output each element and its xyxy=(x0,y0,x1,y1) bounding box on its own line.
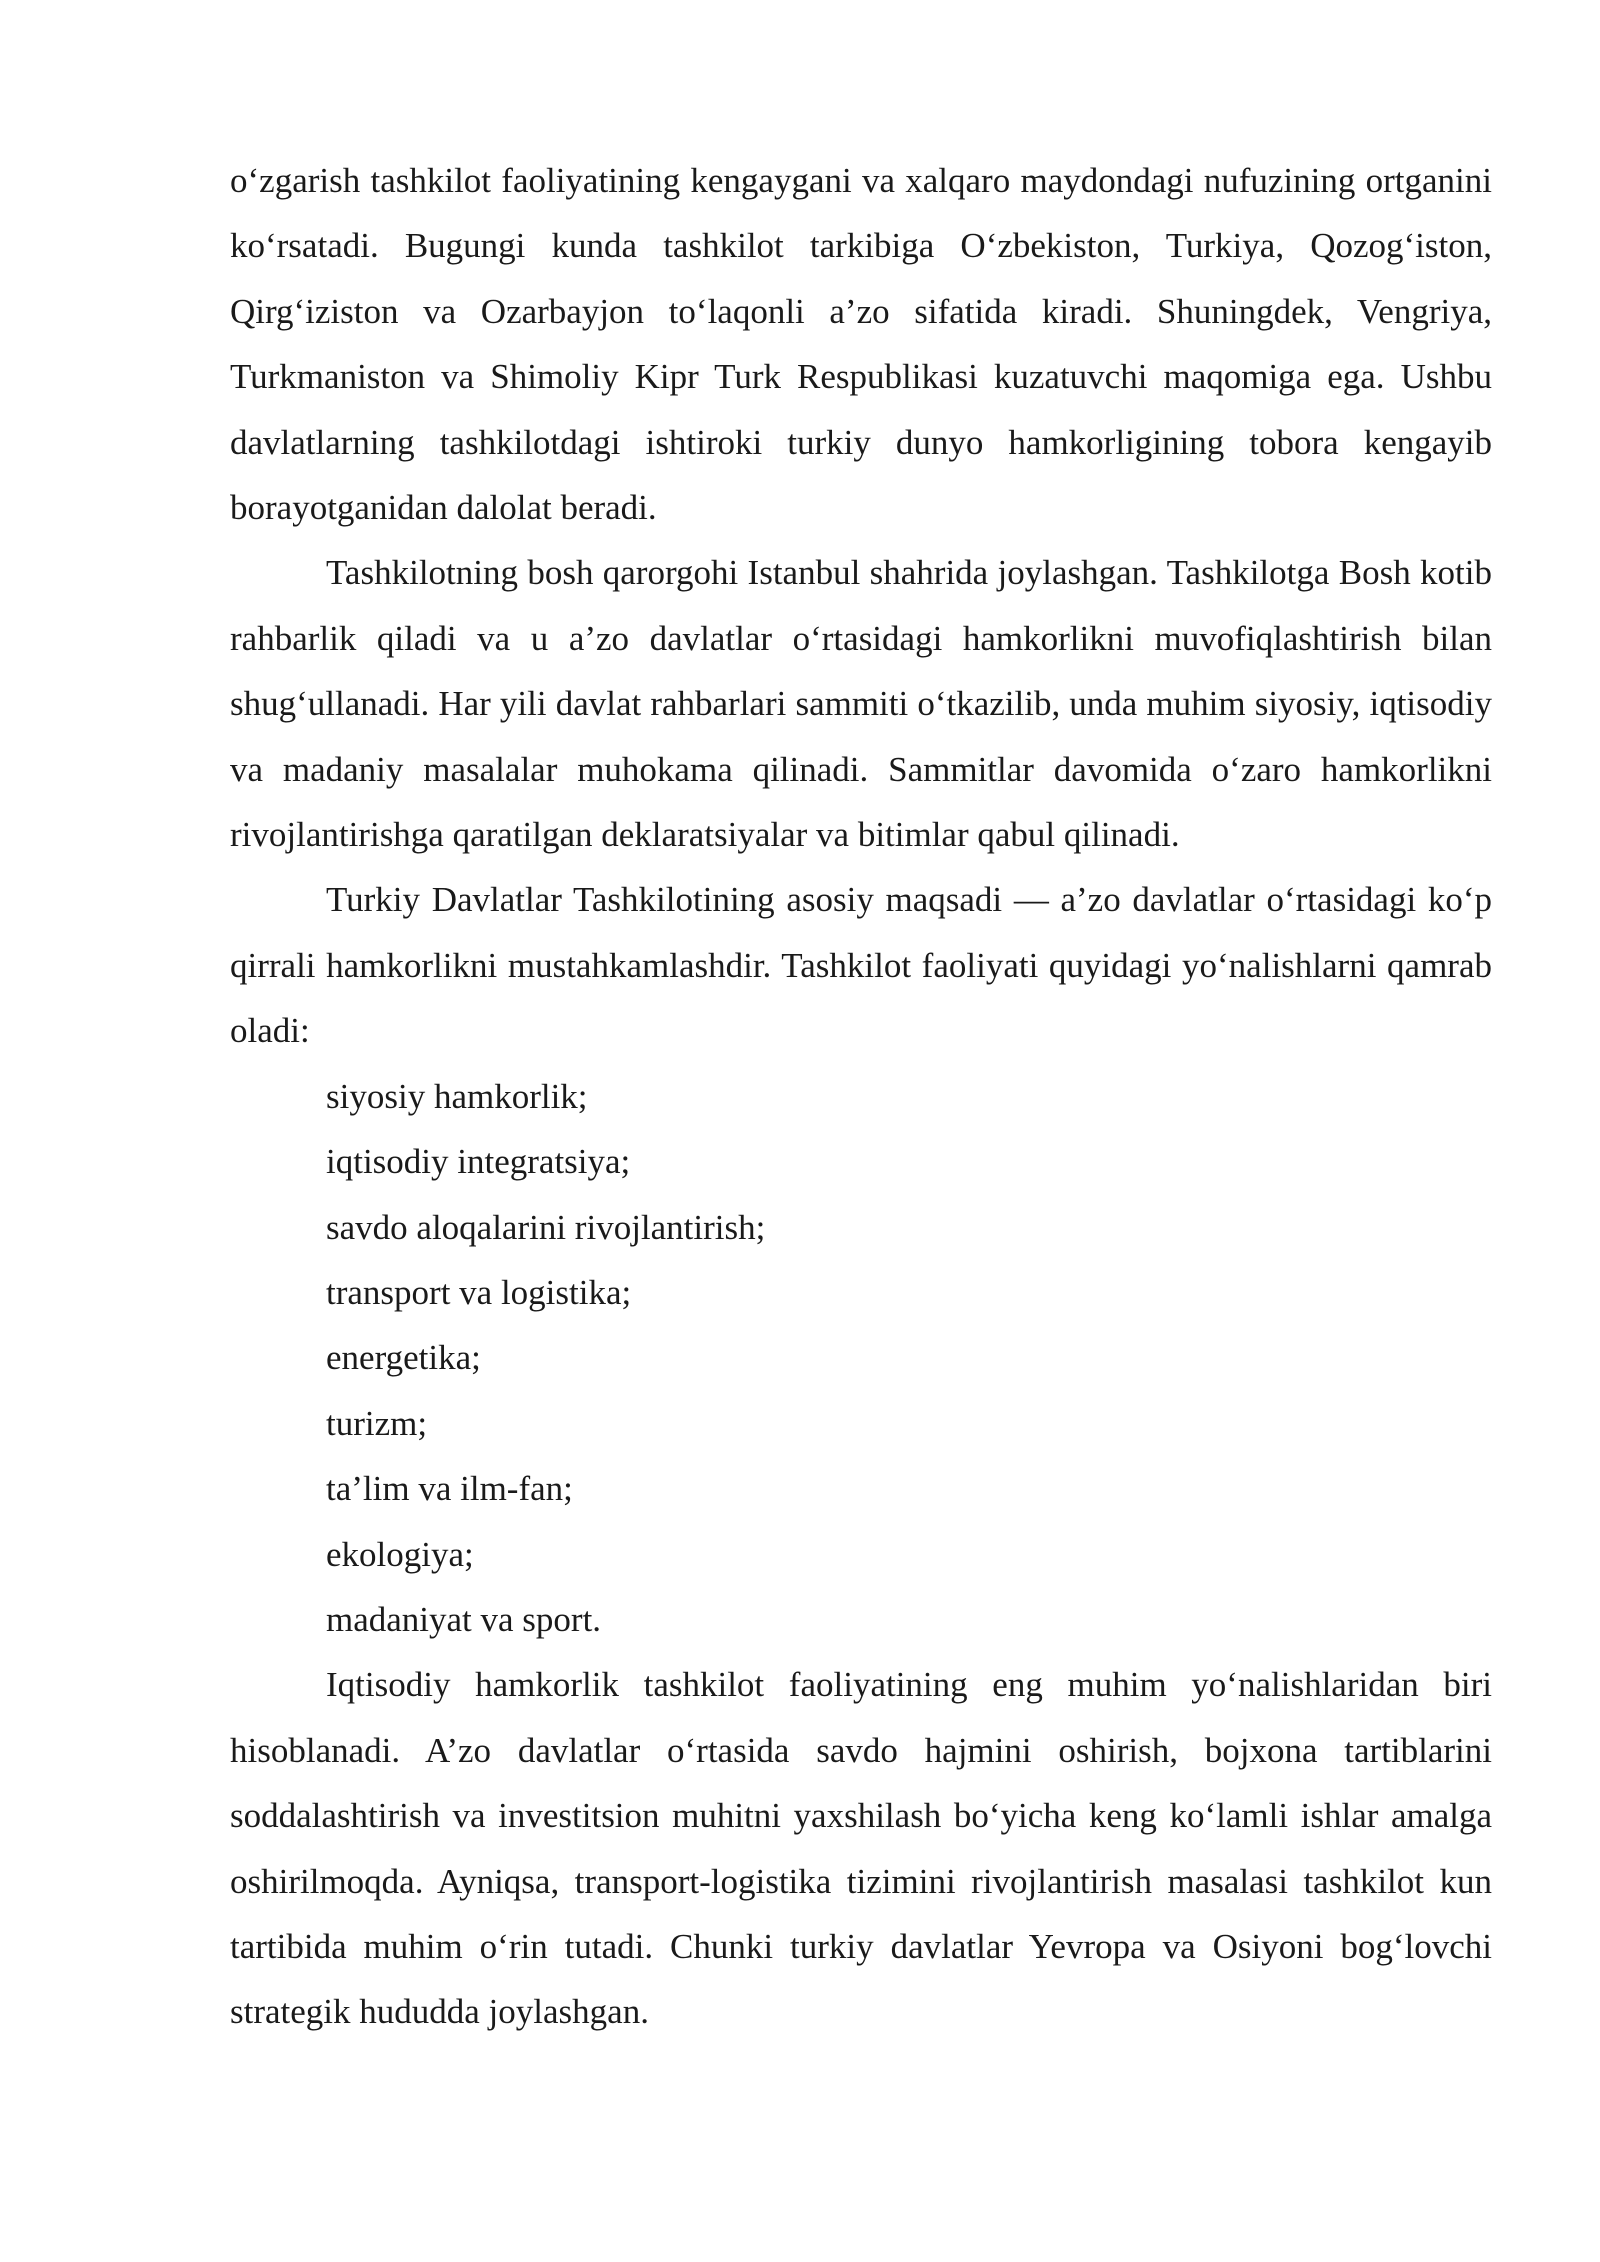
document-page xyxy=(230,148,1492,2045)
paragraph-main-goal: Turkiy Davlatlar Tashkilotining asosiy maqsadi — a’zo davlatlar o‘rtasidagi ko‘p qirrali hamkorlikni mustahkamlashdir. Tashkilot faoliyati quyidagi yo‘nalishlarni qamrab oladi: xyxy=(230,880,1492,1051)
list-item: ekologiya; xyxy=(326,1534,474,1574)
directions-list xyxy=(230,1064,1492,1653)
list-item: energetika; xyxy=(326,1338,481,1378)
list-item: ta’lim va ilm-fan; xyxy=(326,1469,573,1509)
paragraph-continuation: o‘zgarish tashkilot faoliyatining kengaygani va xalqaro maydondagi nufuzining ortganini ko‘rsatadi. Bugungi kunda tashkilot tarkibiga O‘zbekiston, Turkiya, Qozog‘iston, Qirg‘iziston va Ozarbayjon to‘laqonli a’zo sifatida kiradi. Shuningdek, Vengriya, Turkmaniston va Shimoliy Kipr Turk Respublikasi kuzatuvchi maqomiga ega. Ushbu davlatlarning tashkilotdagi ishtiroki turkiy dunyo hamkorligining tobora kengayib borayotganidan dalolat beradi. xyxy=(230,161,1492,528)
list-item: transport va logistika; xyxy=(326,1272,632,1312)
list-item: turizm; xyxy=(326,1403,428,1443)
list-item: savdo aloqalarini rivojlantirish; xyxy=(326,1207,766,1247)
paragraph-economic-cooperation: Iqtisodiy hamkorlik tashkilot faoliyatining eng muhim yo‘nalishlaridan biri hisoblanadi. A’zo davlatlar o‘rtasida savdo hajmini oshirish, bojxona tartiblarini soddalashtirish va investitsion muhitni yaxshilash bo‘yicha keng ko‘lamli ishlar amalga oshirilmoqda. Ayniqsa, transport-logistika tizimini rivojlantirish masalasi tashkilot kun tartibida muhim o‘rin tutadi. Chunki turkiy davlatlar Yevropa va Osiyoni bog‘lovchi strategik hududda joylashgan. xyxy=(230,1665,1492,2032)
list-item: siyosiy hamkorlik; xyxy=(326,1076,588,1116)
paragraph-headquarters: Tashkilotning bosh qarorgohi Istanbul shahrida joylashgan. Tashkilotga Bosh kotib rahbarlik qiladi va u a’zo davlatlar o‘rtasidagi hamkorlikni muvofiqlashtirish bilan shug‘ullanadi. Har yili davlat rahbarlari sammiti o‘tkazilib, unda muhim siyosiy, iqtisodiy va madaniy masalalar muhokama qilinadi. Sammitlar davomida o‘zaro hamkorlikni rivojlantirishga qaratilgan deklaratsiyalar va bitimlar qabul qilinadi. xyxy=(230,553,1492,855)
list-item: madaniyat va sport. xyxy=(326,1599,602,1639)
list-item: iqtisodiy integratsiya; xyxy=(326,1142,631,1182)
